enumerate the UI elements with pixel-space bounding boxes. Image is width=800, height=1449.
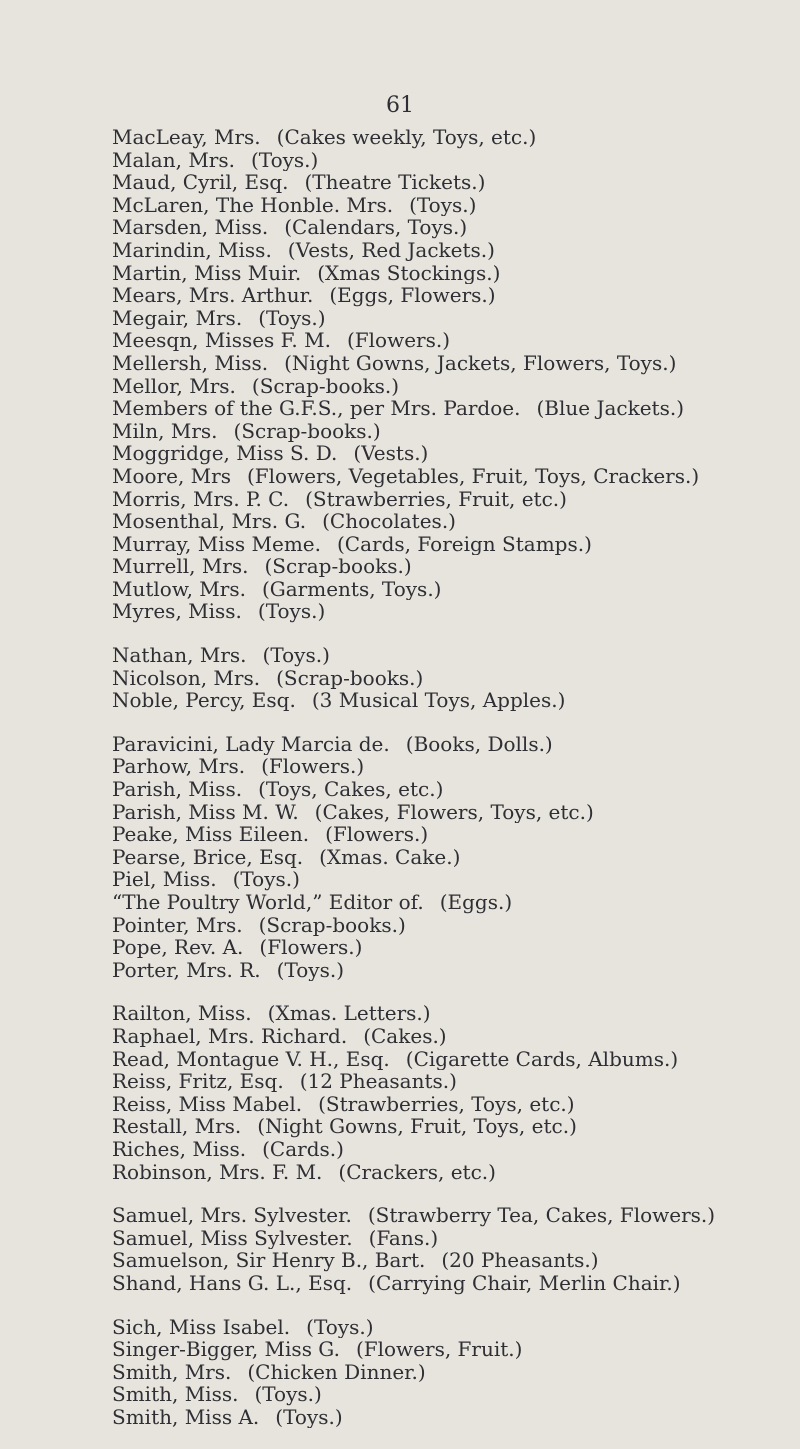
donor-name: Riches, Miss. [112,1137,247,1161]
donor-entry [112,510,798,533]
donor-entry [112,891,798,914]
donor-gift: (Cards, Foreign Stamps.) [337,532,592,556]
donor-entry [112,1002,798,1025]
donor-name: Reiss, Fritz, Esq. [112,1070,284,1093]
donor-gift: (Night Gowns, Fruit, Toys, etc.) [257,1115,577,1138]
donor-entry [112,442,798,465]
donor-name: Parish, Miss. [112,778,243,801]
donor-name: Megair, Mrs. [112,306,243,330]
donor-section [112,733,798,982]
donor-name: Noble, Percy, Esq. [112,689,296,712]
donor-name: Marsden, Miss. [112,216,269,239]
donor-gift: (Cakes.) [363,1024,447,1048]
donor-gift: (Xmas. Cake.) [319,845,461,869]
donor-gift: (Toys.) [262,644,330,667]
donor-entry [112,1161,798,1184]
donor-entry [112,329,798,352]
donor-entry [112,1138,798,1161]
donor-entry [112,936,798,959]
donor-section [112,126,798,623]
donor-name: Smith, Miss. [112,1383,239,1406]
donor-gift: (Toys.) [254,1383,322,1406]
donor-name: Mosenthal, Mrs. G. [112,510,307,533]
donor-gift: (Strawberry Tea, Cakes, Flowers.) [367,1204,716,1227]
donor-entry [112,667,798,690]
donor-name: Morris, Mrs. P. C. [112,487,290,511]
donor-entry [112,555,798,578]
donor-entry [112,1383,798,1406]
donor-entry [112,578,798,601]
donor-name: Samuelson, Sir Henry B., Bart. [112,1249,426,1272]
donor-entry [112,644,798,667]
donor-entry [112,465,798,488]
donor-gift: (Flowers.) [261,755,365,779]
donor-gift: (Cigarette Cards, Albums.) [405,1047,679,1071]
donor-name: Robinson, Mrs. F. M. [112,1160,323,1184]
donor-gift: (Cakes weekly, Toys, etc.) [276,126,537,149]
donor-gift: (Toys.) [258,306,326,330]
donor-entry [112,959,798,982]
donor-name: Maud, Cyril, Esq. [112,171,289,194]
donor-gift: (Toys.) [250,148,319,172]
donor-entry [112,284,798,307]
donor-gift: (Chicken Dinner.) [247,1360,426,1384]
donor-gift: (Books, Dolls.) [405,732,553,756]
donor-entry [112,1272,798,1295]
page-number: 61 [386,93,414,118]
donor-gift: (Scrap-books.) [276,666,424,690]
donor-gift: (Scrap-books.) [264,555,412,578]
donor-entry [112,1361,798,1384]
donor-gift: (Scrap-books.) [233,419,381,443]
donor-gift: (3 Musical Toys, Apples.) [311,689,566,712]
donor-gift: (20 Pheasants.) [441,1249,599,1272]
donor-name: Myres, Miss. [112,600,242,624]
donor-gift: (Calendars, Toys.) [284,216,468,239]
donor-gift: (Flowers.) [346,329,451,352]
donor-entry [112,868,798,891]
donor-name: Nathan, Mrs. [112,644,247,667]
donor-gift: (Cakes, Flowers, Toys, etc.) [314,800,594,824]
donor-entry [112,1093,798,1116]
donor-name: Shand, Hans G. L., Esq. [112,1271,353,1295]
donor-gift: (Vests, Red Jackets.) [287,238,495,262]
donor-entry [112,1249,798,1272]
donor-name: Read, Montague V. H., Esq. [112,1047,390,1071]
donor-entry [112,755,798,778]
donor-gift: (Crackers, etc.) [338,1160,496,1184]
donor-gift: (Carrying Chair, Merlin Chair.) [368,1271,681,1295]
donor-entry [112,420,798,443]
donor-gift: (Xmas. Letters.) [267,1002,431,1025]
donor-name: Sich, Miss Isabel. [112,1315,291,1339]
donor-name: Murray, Miss Meme. [112,532,321,556]
donor-name: Miln, Mrs. [112,419,218,443]
donor-name: Smith, Miss A. [112,1405,260,1429]
donor-gift: (Scrap-books.) [251,374,400,398]
donor-gift: (Toys.) [275,1405,343,1429]
donor-name: Railton, Miss. [112,1002,252,1025]
donor-gift: (Strawberries, Toys, etc.) [318,1092,575,1116]
donor-name: Singer-Bigger, Miss G. [112,1338,340,1361]
donor-entry [112,1115,798,1138]
donor-entry [112,1406,798,1429]
donor-entry [112,149,798,172]
donor-gift: (Toys, Cakes, etc.) [258,778,444,801]
donor-name: Piel, Miss. [112,868,217,891]
donor-list [112,126,798,1449]
donor-name: Porter, Mrs. R. [112,958,261,982]
donor-name: Moggridge, Miss S. D. [112,442,338,465]
donor-gift: (Night Gowns, Jackets, Flowers, Toys.) [284,351,677,375]
donor-gift: (12 Pheasants.) [299,1070,457,1093]
donor-entry [112,488,798,511]
donor-entry [112,397,798,420]
donor-entry [112,778,798,801]
donor-name: Malan, Mrs. [112,148,235,172]
donor-name: Mellor, Mrs. [112,374,236,398]
donor-name: Smith, Mrs. [112,1360,232,1384]
donor-name: Raphael, Mrs. Richard. [112,1024,348,1048]
donor-name: Marindin, Miss. [112,238,272,262]
donor-gift: (Vests.) [353,442,429,465]
donor-gift: (Flowers.) [325,823,429,846]
donor-name: Peake, Miss Eileen. [112,823,310,846]
donor-entry [112,126,798,149]
donor-gift: (Toys.) [257,600,326,624]
donor-name: Parhow, Mrs. [112,755,246,779]
donor-gift: (Flowers, Vegetables, Fruit, Toys, Crackers.) [246,464,700,488]
donor-gift: (Eggs, Flowers.) [329,284,496,307]
donor-entry [112,1338,798,1361]
donor-entry [112,1048,798,1071]
donor-entry [112,307,798,330]
donor-name: Nicolson, Mrs. [112,666,261,690]
donor-name: Martin, Miss Muir. [112,261,302,285]
donor-entry [112,216,798,239]
donor-gift: (Blue Jackets.) [536,397,684,420]
donor-name: McLaren, The Honble. Mrs. [112,193,394,217]
donor-name: MacLeay, Mrs. [112,126,261,149]
donor-name: Meesqn, Misses F. M. [112,329,331,352]
donor-entry [112,823,798,846]
donor-name: Pope, Rev. A. [112,936,244,959]
donor-name: Pointer, Mrs. [112,913,243,937]
donor-name: Murrell, Mrs. [112,555,249,578]
donor-name: “The Poultry World,” Editor of. [112,891,424,914]
donor-entry [112,1227,798,1250]
donor-gift: (Toys.) [409,193,477,217]
donor-entry [112,600,798,623]
donor-name: Mutlow, Mrs. [112,577,246,601]
donor-name: Paravicini, Lady Marcia de. [112,732,390,756]
donor-name: Pearse, Brice, Esq. [112,845,304,869]
donor-section [112,1002,798,1183]
donor-gift: (Toys.) [276,958,344,982]
donor-gift: (Scrap-books.) [258,913,406,937]
donor-entry [112,1070,798,1093]
donor-name: Reiss, Miss Mabel. [112,1092,303,1116]
donor-gift: (Eggs.) [439,891,513,914]
donor-gift: (Fans.) [368,1226,439,1250]
donor-entry [112,352,798,375]
donor-name: Members of the G.F.S., per Mrs. Pardoe. [112,397,521,420]
donor-gift: (Theatre Tickets.) [304,171,486,194]
donor-name: Samuel, Miss Sylvester. [112,1226,353,1250]
donor-name: Mellersh, Miss. [112,351,269,375]
donor-entry [112,1316,798,1339]
donor-entry [112,533,798,556]
donor-entry [112,914,798,937]
donor-gift: (Strawberries, Fruit, etc.) [305,487,567,511]
donor-entry [112,239,798,262]
donor-gift: (Garments, Toys.) [261,577,442,601]
donor-entry [112,846,798,869]
donor-name: Restall, Mrs. [112,1115,242,1138]
donor-entry [112,1204,798,1227]
donor-name: Parish, Miss M. W. [112,800,299,824]
donor-entry [112,262,798,285]
donor-gift: (Chocolates.) [322,510,456,533]
donor-gift: (Xmas Stockings.) [317,261,501,285]
donor-gift: (Flowers.) [259,936,363,959]
donor-entry [112,375,798,398]
donor-gift: (Cards.) [262,1137,344,1161]
donor-section [112,644,798,712]
donor-name: Moore, Mrs [112,464,231,488]
donor-entry [112,1025,798,1048]
donor-entry [112,801,798,824]
donor-name: Mears, Mrs. Arthur. [112,284,314,307]
donor-entry [112,194,798,217]
donor-name: Samuel, Mrs. Sylvester. [112,1204,352,1227]
donor-entry [112,689,798,712]
donor-section [112,1204,798,1294]
donor-gift: (Flowers, Fruit.) [355,1338,523,1361]
donor-gift: (Toys.) [232,868,300,891]
donor-section [112,1316,798,1429]
donor-gift: (Toys.) [306,1315,374,1339]
donor-entry [112,733,798,756]
donor-entry [112,171,798,194]
